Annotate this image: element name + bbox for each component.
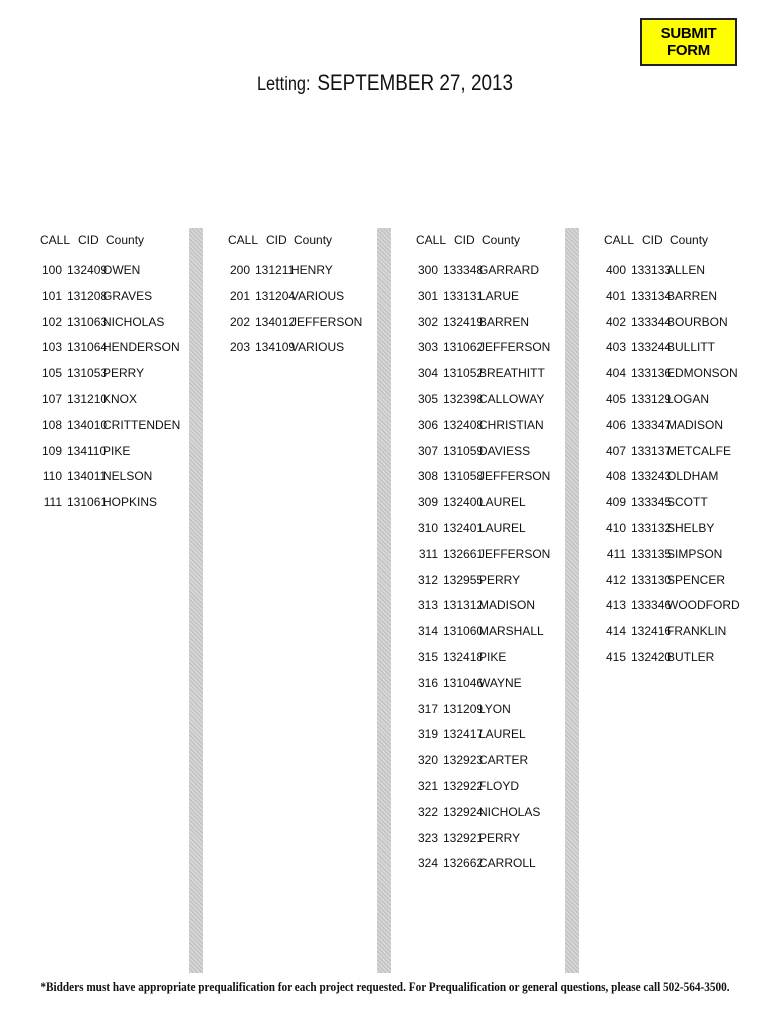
column-header xyxy=(604,230,740,250)
table-row xyxy=(228,258,362,284)
row-county: BUTLER xyxy=(667,649,715,664)
table-row xyxy=(40,310,180,336)
row-call: 414 xyxy=(605,624,626,639)
row-call: 203 xyxy=(229,340,250,355)
table-row xyxy=(416,671,550,697)
row-county: JEFFERSON xyxy=(479,469,551,484)
row-county: METCALFE xyxy=(667,443,732,458)
header-county: County xyxy=(106,233,145,247)
row-cid: 134109 xyxy=(255,340,296,355)
row-cid: 133345 xyxy=(631,495,672,510)
row-call: 323 xyxy=(417,830,438,845)
row-county: FRANKLIN xyxy=(667,624,727,639)
row-call: 308 xyxy=(417,469,438,484)
row-county: MADISON xyxy=(479,598,536,613)
row-cid: 131211 xyxy=(255,263,295,277)
row-county: CRITTENDEN xyxy=(103,417,181,432)
table-row xyxy=(416,310,550,336)
row-county: LOGAN xyxy=(667,391,710,406)
row-call: 412 xyxy=(605,572,626,587)
row-call: 316 xyxy=(417,675,438,690)
table-row xyxy=(40,258,180,284)
row-county: KNOX xyxy=(103,391,138,406)
row-county: SHELBY xyxy=(667,520,715,535)
row-cid: 133137 xyxy=(631,443,672,458)
row-call: 302 xyxy=(417,314,438,329)
row-county: VARIOUS xyxy=(291,288,345,303)
row-cid: 132416 xyxy=(631,624,672,639)
table-row xyxy=(604,310,740,336)
row-call: 100 xyxy=(41,263,62,277)
table-row xyxy=(604,645,740,671)
row-cid: 132420 xyxy=(631,649,672,664)
row-cid: 133243 xyxy=(631,469,672,484)
row-county: PIKE xyxy=(103,443,131,458)
row-cid: 132921 xyxy=(443,830,484,845)
row-call: 317 xyxy=(417,701,438,716)
row-county: OLDHAM xyxy=(667,469,719,484)
row-call: 202 xyxy=(229,314,250,329)
column-header xyxy=(416,230,550,250)
row-call: 408 xyxy=(605,469,626,484)
row-cid: 131053 xyxy=(67,366,108,381)
table-row xyxy=(604,542,740,568)
table-row xyxy=(228,335,362,361)
row-county: HENDERSON xyxy=(103,340,180,355)
row-county: CARTER xyxy=(479,753,529,768)
row-call: 101 xyxy=(41,288,62,303)
row-cid: 131060 xyxy=(443,624,484,639)
table-row xyxy=(604,568,740,594)
row-cid: 132398 xyxy=(443,391,484,406)
row-county: PIKE xyxy=(479,649,507,664)
row-cid: 131046 xyxy=(443,675,484,690)
row-cid: 133129 xyxy=(631,391,672,406)
table-row xyxy=(416,542,550,568)
row-call: 105 xyxy=(41,366,62,381)
row-cid: 131052 xyxy=(443,366,484,381)
table-row xyxy=(416,851,550,877)
row-cid: 134010 xyxy=(67,417,108,432)
table-row xyxy=(604,387,740,413)
row-county: EDMONSON xyxy=(667,366,738,381)
table-row xyxy=(604,439,740,465)
table-row xyxy=(416,516,550,542)
table-row xyxy=(604,490,740,516)
header-cid: CID xyxy=(642,233,663,247)
table-row xyxy=(416,387,550,413)
header-county: County xyxy=(670,233,709,247)
table-row xyxy=(416,568,550,594)
row-cid: 133136 xyxy=(631,366,672,381)
row-county: HENRY xyxy=(291,263,333,277)
row-call: 319 xyxy=(417,727,438,742)
header-county: County xyxy=(482,233,521,247)
table-row xyxy=(416,258,550,284)
row-cid: 133134 xyxy=(631,288,672,303)
table-row xyxy=(416,335,550,361)
table-row xyxy=(40,490,180,516)
row-cid: 133130 xyxy=(631,572,672,587)
row-cid: 132661 xyxy=(443,546,484,561)
row-call: 110 xyxy=(42,469,62,484)
row-call: 306 xyxy=(417,417,438,432)
row-cid: 131208 xyxy=(67,288,108,303)
column-header xyxy=(40,230,180,250)
row-county: MADISON xyxy=(667,417,724,432)
row-county: PERRY xyxy=(479,830,521,845)
row-county: BULLITT xyxy=(667,340,716,355)
row-call: 311 xyxy=(418,546,438,561)
row-county: GARRARD xyxy=(479,263,540,277)
column-header xyxy=(228,230,362,250)
prequalification-note: *Bidders must have appropriate prequalification for each project requested. For Prequalification or general questions, please call 502-564-3500. xyxy=(40,980,730,994)
row-call: 324 xyxy=(417,856,438,871)
row-cid: 131064 xyxy=(67,340,108,355)
row-cid: 131061 xyxy=(67,495,108,510)
table-row xyxy=(604,258,740,284)
row-county: BARREN xyxy=(667,288,718,303)
table-row xyxy=(228,310,362,336)
row-call: 404 xyxy=(605,366,626,381)
table-row xyxy=(416,464,550,490)
row-call: 322 xyxy=(417,804,438,819)
row-county: JEFFERSON xyxy=(479,546,551,561)
header-call: CALL xyxy=(604,233,635,247)
row-call: 406 xyxy=(605,417,626,432)
table-row xyxy=(604,413,740,439)
row-call: 310 xyxy=(417,520,438,535)
row-cid: 132401 xyxy=(443,520,484,535)
row-cid: 132922 xyxy=(443,778,484,793)
row-cid: 132418 xyxy=(443,649,484,664)
header-county: County xyxy=(294,233,333,247)
table-row xyxy=(416,413,550,439)
table-row xyxy=(40,335,180,361)
row-call: 200 xyxy=(229,263,250,277)
row-call: 407 xyxy=(605,443,626,458)
table-row xyxy=(416,722,550,748)
row-county: NICHOLAS xyxy=(479,804,541,819)
row-call: 109 xyxy=(41,443,62,458)
table-row xyxy=(416,748,550,774)
table-row xyxy=(604,284,740,310)
row-call: 411 xyxy=(606,546,626,561)
row-county: ALLEN xyxy=(667,263,706,277)
row-county: JEFFERSON xyxy=(291,314,363,329)
row-county: PERRY xyxy=(103,366,145,381)
row-call: 111 xyxy=(43,495,62,510)
table-row xyxy=(416,619,550,645)
row-cid: 133344 xyxy=(631,314,672,329)
header-cid: CID xyxy=(266,233,287,247)
row-call: 409 xyxy=(605,495,626,510)
row-cid: 133347 xyxy=(631,417,672,432)
row-cid: 134110 xyxy=(67,443,107,458)
row-cid: 131209 xyxy=(443,701,484,716)
row-cid: 131062 xyxy=(443,340,484,355)
row-county: SIMPSON xyxy=(667,546,723,561)
row-cid: 132924 xyxy=(443,804,484,819)
row-cid: 132923 xyxy=(443,753,484,768)
row-call: 413 xyxy=(605,598,626,613)
table-row xyxy=(416,439,550,465)
row-county: NELSON xyxy=(103,469,153,484)
table-row xyxy=(604,619,740,645)
row-cid: 133132 xyxy=(631,520,672,535)
row-cid: 131204 xyxy=(255,288,296,303)
letting-date: SEPTEMBER 27, 2013 xyxy=(317,70,514,95)
call-column-100s xyxy=(40,230,180,516)
table-row xyxy=(604,361,740,387)
row-cid: 131058 xyxy=(443,469,484,484)
row-call: 403 xyxy=(605,340,626,355)
row-county: MARSHALL xyxy=(479,624,544,639)
row-cid: 133348 xyxy=(443,263,484,277)
row-county: LAUREL xyxy=(479,495,526,510)
header-call: CALL xyxy=(40,233,71,247)
row-county: LARUE xyxy=(479,288,520,303)
table-row xyxy=(40,413,180,439)
header-cid: CID xyxy=(454,233,475,247)
row-county: VARIOUS xyxy=(291,340,345,355)
row-cid: 134012 xyxy=(255,314,296,329)
row-call: 108 xyxy=(41,417,62,432)
row-call: 405 xyxy=(605,391,626,406)
call-column-200s xyxy=(228,230,362,361)
row-county: DAVIESS xyxy=(479,443,531,458)
table-row xyxy=(416,697,550,723)
table-row xyxy=(40,361,180,387)
row-county: WAYNE xyxy=(479,675,522,690)
table-row xyxy=(604,516,740,542)
row-county: LAUREL xyxy=(479,520,526,535)
table-row xyxy=(416,826,550,852)
row-county: LYON xyxy=(479,701,511,716)
header-call: CALL xyxy=(416,233,447,247)
row-county: OWEN xyxy=(103,263,141,277)
call-column-300s xyxy=(416,230,550,877)
row-cid: 134011 xyxy=(67,469,107,484)
row-call: 400 xyxy=(605,263,626,277)
call-column-400s xyxy=(604,230,740,671)
column-divider xyxy=(565,228,579,973)
table-row xyxy=(416,774,550,800)
table-row xyxy=(40,439,180,465)
row-call: 103 xyxy=(41,340,62,355)
letting-label: Letting: xyxy=(256,74,311,95)
row-cid: 132955 xyxy=(443,572,484,587)
table-row xyxy=(40,387,180,413)
row-call: 201 xyxy=(229,288,250,303)
row-county: SPENCER xyxy=(667,572,726,587)
row-call: 314 xyxy=(417,624,438,639)
row-county: JEFFERSON xyxy=(479,340,551,355)
row-county: PERRY xyxy=(479,572,521,587)
row-county: CARROLL xyxy=(479,856,536,871)
table-row xyxy=(416,361,550,387)
row-cid: 133133 xyxy=(631,263,672,277)
table-row xyxy=(604,464,740,490)
row-county: HOPKINS xyxy=(103,495,158,510)
row-county: WOODFORD xyxy=(667,598,740,613)
column-divider xyxy=(377,228,391,973)
row-cid: 133135 xyxy=(631,546,672,561)
letting-title xyxy=(54,70,716,96)
row-call: 301 xyxy=(417,288,438,303)
row-cid: 132409 xyxy=(67,263,108,277)
row-county: BREATHITT xyxy=(479,366,545,381)
row-call: 102 xyxy=(41,314,62,329)
table-row xyxy=(416,645,550,671)
row-call: 415 xyxy=(605,649,626,664)
row-call: 410 xyxy=(605,520,626,535)
row-cid: 132400 xyxy=(443,495,484,510)
row-cid: 132408 xyxy=(443,417,484,432)
row-county: FLOYD xyxy=(479,778,520,793)
table-row xyxy=(416,593,550,619)
row-county: CHRISTIAN xyxy=(479,417,544,432)
row-call: 307 xyxy=(417,443,438,458)
row-call: 313 xyxy=(417,598,438,613)
row-county: NICHOLAS xyxy=(103,314,165,329)
submit-form-button[interactable]: SUBMIT FORM xyxy=(640,18,737,66)
table-row xyxy=(40,284,180,310)
row-call: 320 xyxy=(417,753,438,768)
table-row xyxy=(228,284,362,310)
row-call: 312 xyxy=(417,572,438,587)
table-row xyxy=(416,284,550,310)
row-call: 300 xyxy=(417,263,438,277)
header-cid: CID xyxy=(78,233,99,247)
row-cid: 132662 xyxy=(443,856,484,871)
table-row xyxy=(604,593,740,619)
row-cid: 133244 xyxy=(631,340,672,355)
header-call: CALL xyxy=(228,233,259,247)
row-call: 303 xyxy=(417,340,438,355)
row-county: LAUREL xyxy=(479,727,526,742)
row-cid: 131210 xyxy=(67,391,108,406)
table-row xyxy=(40,464,180,490)
table-row xyxy=(416,800,550,826)
row-call: 309 xyxy=(417,495,438,510)
row-call: 304 xyxy=(417,366,438,381)
row-call: 305 xyxy=(417,391,438,406)
table-row xyxy=(604,335,740,361)
row-county: GRAVES xyxy=(103,288,153,303)
row-cid: 131059 xyxy=(443,443,484,458)
row-cid: 132419 xyxy=(443,314,484,329)
row-county: SCOTT xyxy=(667,495,708,510)
row-call: 402 xyxy=(605,314,626,329)
row-cid: 131312 xyxy=(443,598,484,613)
column-divider xyxy=(189,228,203,973)
row-cid: 132417 xyxy=(443,727,484,742)
row-county: BOURBON xyxy=(667,314,728,329)
table-row xyxy=(416,490,550,516)
row-call: 321 xyxy=(417,778,438,793)
row-cid: 133131 xyxy=(443,288,484,303)
row-call: 401 xyxy=(605,288,626,303)
row-county: CALLOWAY xyxy=(479,391,545,406)
row-cid: 133346 xyxy=(631,598,672,613)
row-county: BARREN xyxy=(479,314,530,329)
row-call: 315 xyxy=(417,649,438,664)
row-call: 107 xyxy=(41,391,62,406)
row-cid: 131063 xyxy=(67,314,108,329)
